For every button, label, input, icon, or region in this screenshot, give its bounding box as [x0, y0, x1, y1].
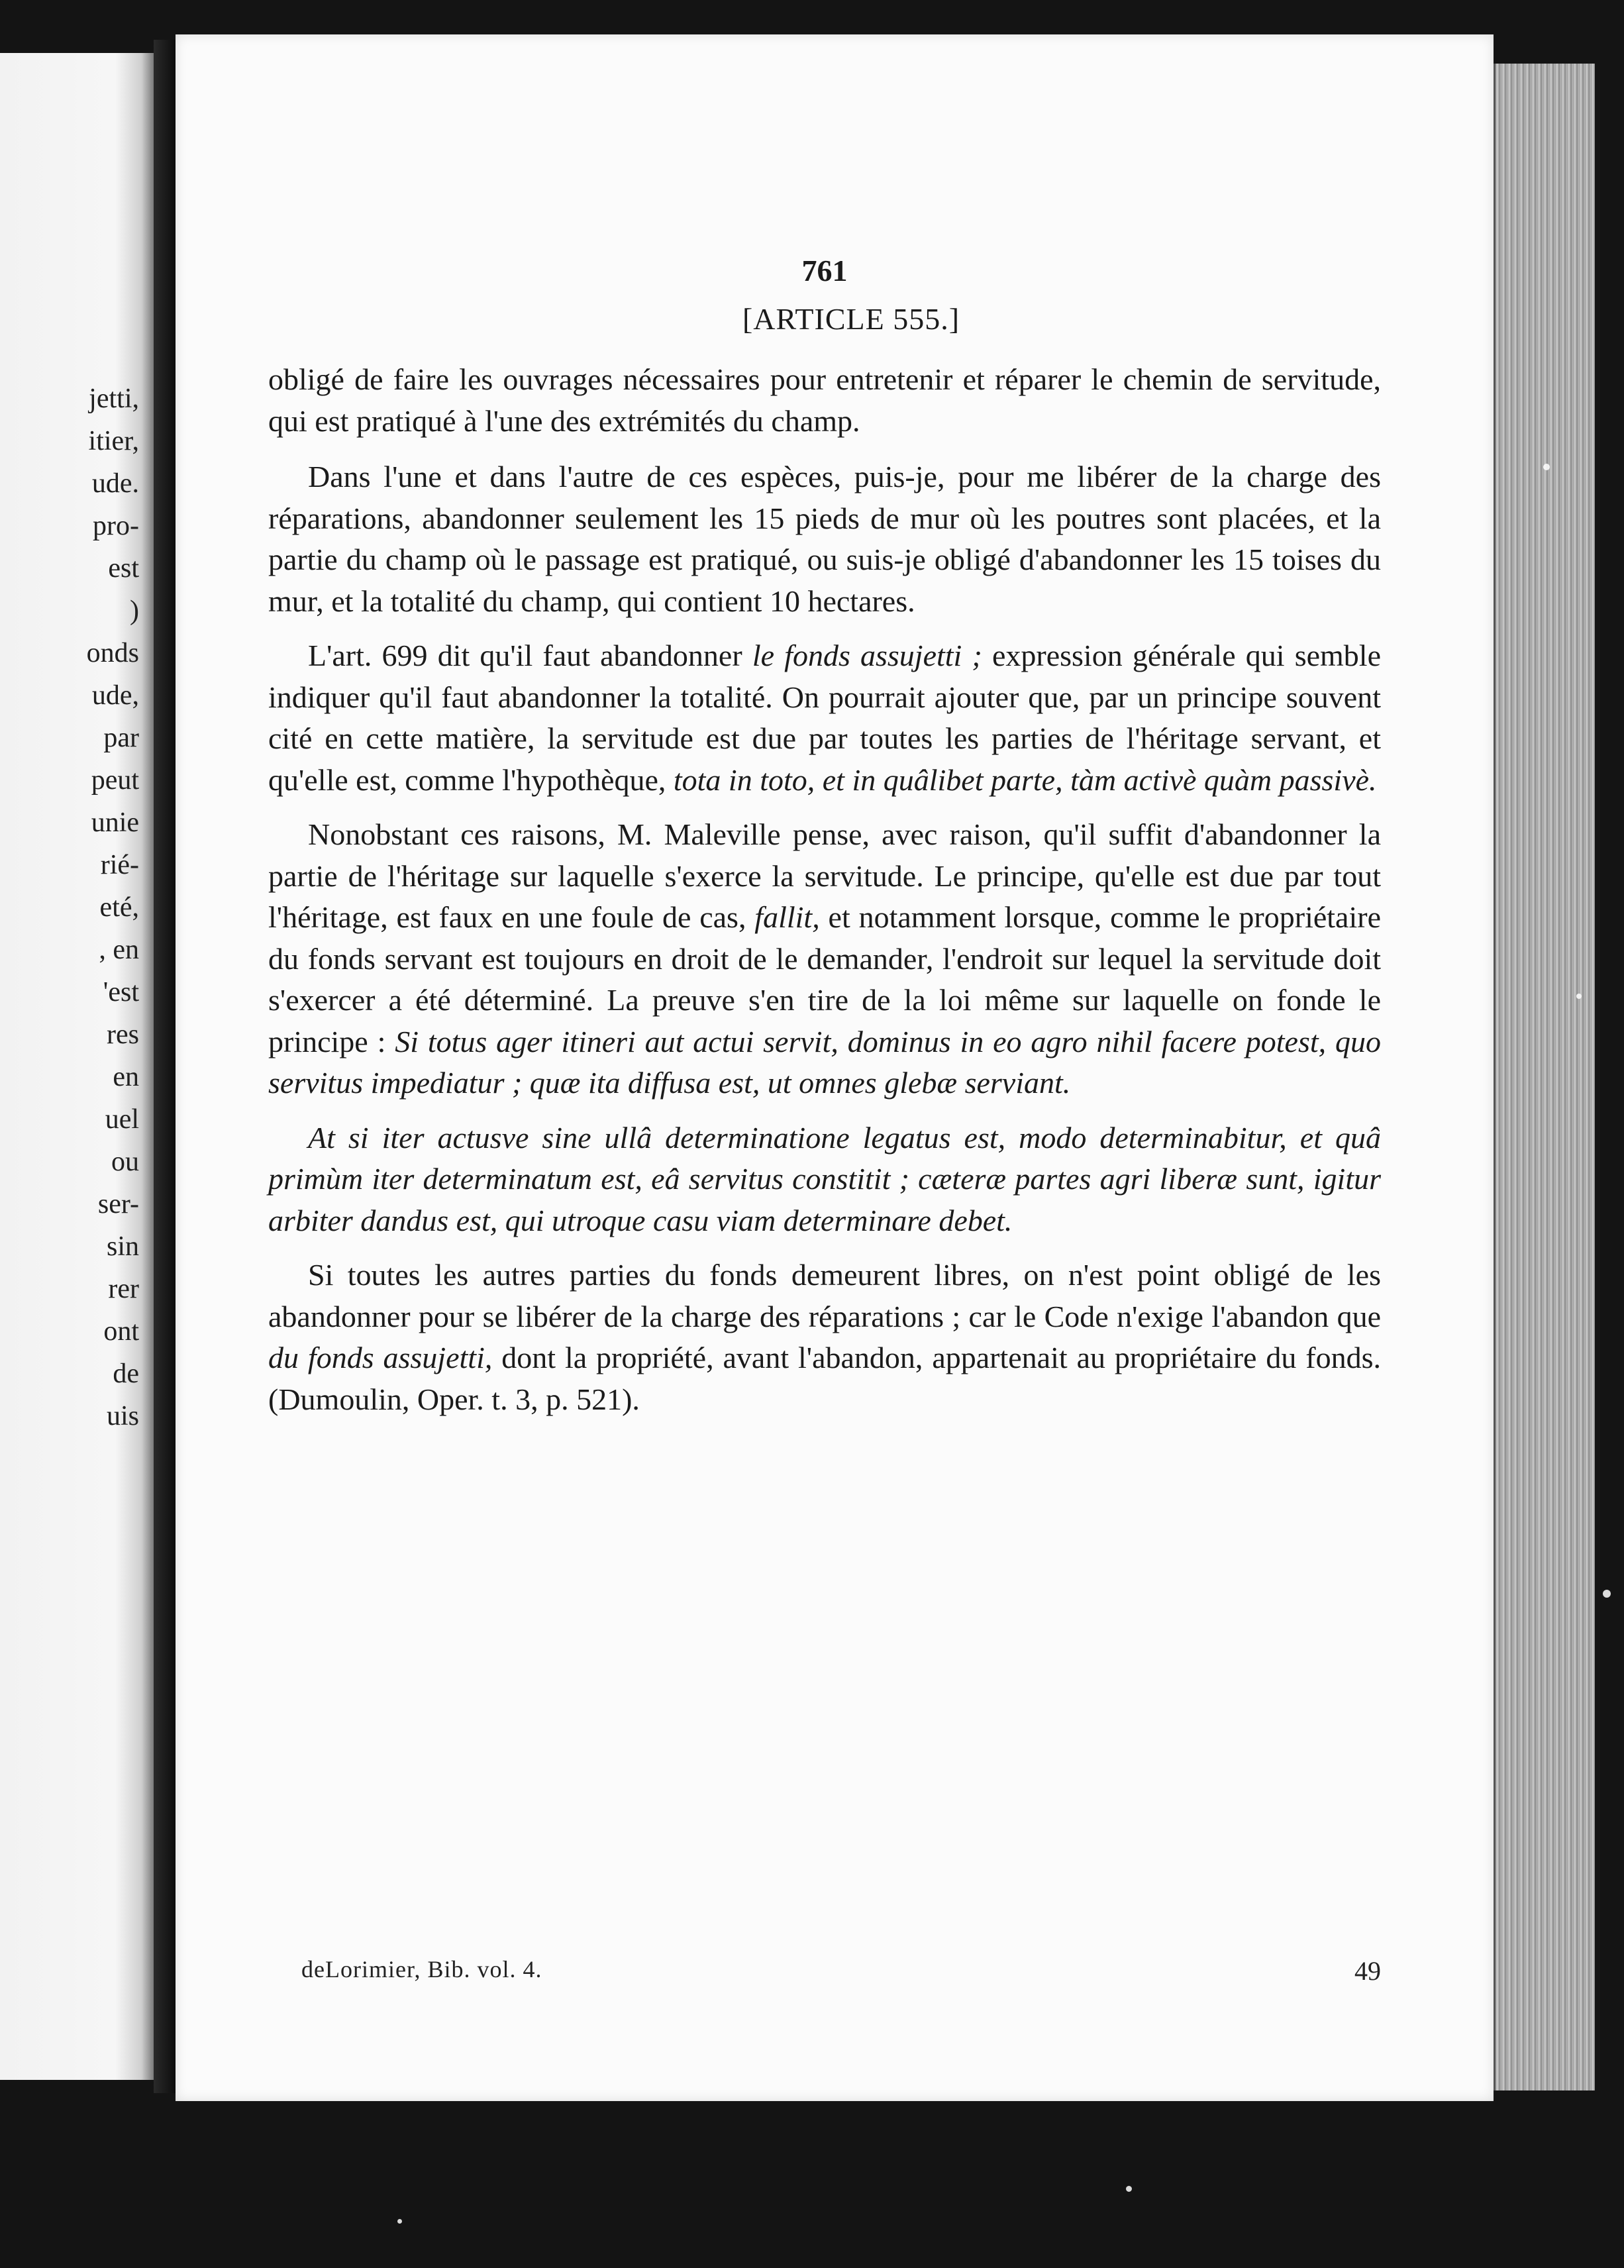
left-fragment-line: uel [105, 1104, 139, 1135]
page-footer [301, 1955, 1381, 1986]
main-page [176, 34, 1494, 2101]
dust-speck [1126, 2186, 1132, 2192]
left-fragment-line: unie [91, 807, 139, 838]
paragraph-article-699 [268, 635, 1381, 801]
left-fragment-line: ) [130, 595, 139, 626]
text-run: Si toutes les autres parties du fonds demeurent libres, on n'est point obligé de les abandonner pour se libérer de la charge des réparations ; car le Code n'exige l'abandon que [268, 1258, 1381, 1333]
left-fragment-line: 'est [103, 977, 139, 1007]
left-fragment-line: pro- [93, 511, 139, 541]
italic-run: fallit, [754, 900, 820, 934]
text-run: expression générale qui semble indiquer qu'il faut abandonner la totalité. On pourrait ajouter que, par un principe souvent cité en cette matière, la servitude est due par toutes les parties de l'héritage servant, et qu'elle est, comme l'hypothèque, [268, 639, 1381, 797]
left-fragment-line: , en [99, 935, 139, 965]
left-fragment-line: peut [91, 765, 139, 796]
paragraph-continuation: obligé de faire les ouvrages nécessaires pour entretenir et réparer le chemin de servitude, qui est pratiqué à l'une des extrémités du champ. [268, 362, 1381, 438]
left-fragment-line: jetti, [89, 384, 139, 414]
paragraph-maleville [268, 814, 1381, 1104]
italic-run: tota in toto, et in quâlibet parte, tàm activè quàm passivè. [673, 762, 1377, 797]
left-fragment-line: uis [106, 1401, 139, 1431]
dust-speck [1576, 994, 1582, 999]
left-facing-page [0, 53, 154, 2080]
footer-signature: deLorimier, Bib. vol. 4. [301, 1956, 542, 1983]
left-fragment-line: ude. [91, 468, 139, 499]
left-fragment-line: ude, [91, 680, 139, 711]
left-fragment-line: ont [103, 1316, 139, 1347]
left-fragment-line: par [103, 723, 139, 753]
left-fragment-line: res [107, 1019, 139, 1050]
paragraph-question: Dans l'une et dans l'autre de ces espèces, puis-je, pour me libérer de la charge des réparations, abandonner seulement les 15 pieds de mur où les poutres sont placées, et la partie du champ où le passage est pratiqué, ou suis-je obligé d'abandonner les 15 toises du mur, et la totalité du champ, qui contient 10 hectares. [268, 460, 1381, 618]
italic-run: du fonds assujetti, [268, 1341, 493, 1374]
text-run: dont la propriété, avant l'abandon, appartenait au propriétaire du fonds. (Dumoulin, Oper. t. 3, p. 521). [268, 1341, 1381, 1416]
left-fragment-line: en [113, 1062, 139, 1092]
text-run: L'art. 699 dit qu'il faut abandonner [308, 639, 752, 672]
left-fragment-line: rié- [100, 850, 139, 880]
italic-run: le fonds assujetti ; [752, 639, 982, 672]
dust-speck [397, 2219, 402, 2224]
left-fragment-line: onds [86, 638, 139, 668]
left-fragment-line: est [108, 553, 139, 584]
left-fragment-line: sin [106, 1231, 139, 1262]
dust-speck [1543, 464, 1550, 470]
left-fragment-line: ser- [97, 1189, 139, 1219]
left-fragment-line: itier, [88, 426, 139, 456]
italic-run: Si totus ager itineri aut actui servit, dominus in eo agro nihil facere potest, quo servitus impediatur ; quæ ita diffusa est, ut omnes glebæ serviant. [268, 1024, 1381, 1100]
page-body [268, 253, 1381, 1433]
page-stack-edges [1494, 64, 1595, 2090]
paragraph-conclusion [268, 1255, 1381, 1420]
text-run: Nonobstant ces raisons, M. Maleville pense, avec raison, qu'il suffit d'abandonner la partie de l'héritage sur laquelle s'exerce la servitude. Le principe, qu'elle est due par tout l'héritage, est faux en une foule de cas, [268, 817, 1381, 934]
page-number: 761 [801, 254, 848, 287]
book-binding-gutter [154, 40, 176, 2093]
footer-signature-number: 49 [1354, 1956, 1381, 1986]
left-fragment-line: eté, [99, 892, 139, 923]
paragraph-latin-quote [268, 1117, 1381, 1242]
left-page-text-fragments [87, 378, 139, 1437]
text-run: et notamment lorsque, comme le propriétaire du fonds servant est toujours en droit de le demander, l'endroit sur lequel la servitude doit s'exercer a été déterminé. La preuve s'en tire de la loi même sur laquelle on fonde le principe : [268, 900, 1381, 1058]
left-fragment-line: ou [111, 1147, 139, 1177]
left-fragment-line: de [113, 1359, 139, 1389]
article-heading: [ARTICLE 555.] [742, 302, 960, 336]
left-fragment-line: rer [108, 1274, 139, 1304]
italic-run: At si iter actusve sine ullâ determinatione legatus est, modo determinabitur, et quâ primùm iter determinatum est, eâ servitus constitit ; cæteræ partes agri liberæ sunt, igitur arbiter dandus est, qui utroque casu viam determinare debet. [268, 1120, 1381, 1237]
dust-speck [1603, 1590, 1611, 1598]
